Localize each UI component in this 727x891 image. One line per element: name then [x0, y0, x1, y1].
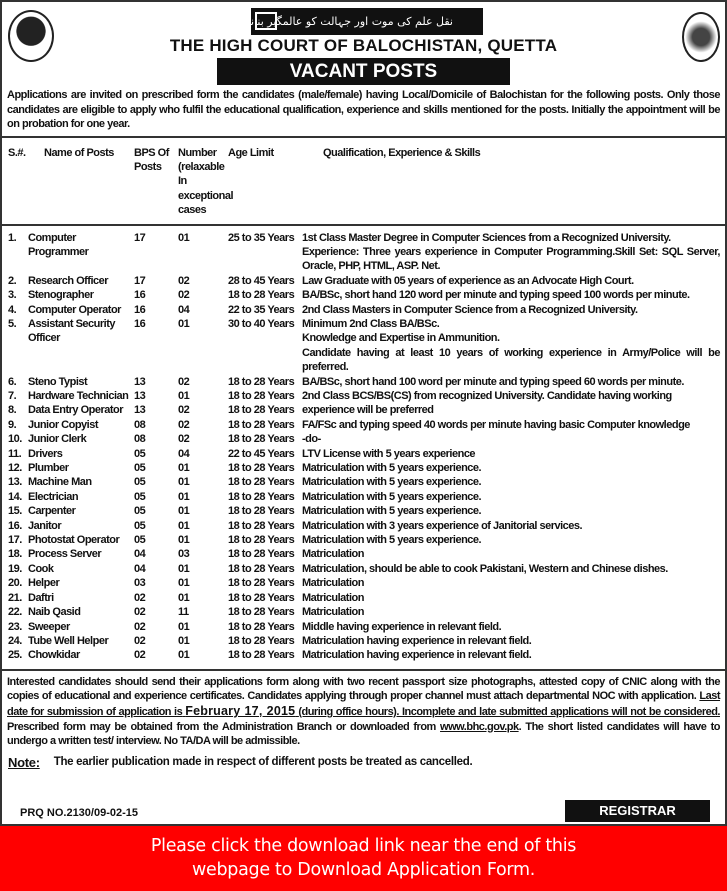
- qualification-line: Law Graduate with 05 years of experience as an Advocate High Court.: [302, 274, 634, 287]
- post-age-limit: 22 to 35 Years: [228, 303, 295, 316]
- table-row: [2, 475, 725, 489]
- post-count: 01: [178, 505, 190, 518]
- post-qualification: [302, 475, 720, 489]
- post-name: Naib Qasid: [28, 606, 81, 619]
- note-text: The earlier publication made in respect of different posts be treated as cancelled.: [53, 755, 473, 768]
- header: [2, 2, 725, 86]
- post-age-limit: 30 to 40 Years: [228, 317, 295, 330]
- post-bps: 02: [134, 606, 146, 619]
- post-age-limit: 18 to 28 Years: [228, 490, 295, 503]
- intro-text: Applications are invited on prescribed form the candidates (male/female) having Local/Domicile of Balochistan for the following posts. Only those candidates are eligible to apply who fulfil the educational qualification, experience and skills mentioned for the posts. Initially the appointment will be on probation for one year.: [2, 86, 725, 138]
- post-qualification: [302, 447, 720, 461]
- qualification-line: Matriculation with 3 years experience of Janitorial services.: [302, 519, 583, 532]
- qualification-line: Minimum 2nd Class BA/BSc.: [302, 317, 440, 330]
- qualification-line: Candidate having at least 10 years of working experience in Army/Police will be preferred.: [302, 346, 720, 374]
- post-qualification: [302, 432, 720, 446]
- post-age-limit: 18 to 28 Years: [228, 505, 295, 518]
- post-count: 11: [178, 606, 189, 619]
- post-name: Chowkidar: [28, 649, 80, 662]
- post-age-limit: 18 to 28 Years: [228, 476, 295, 489]
- post-qualification: [302, 274, 720, 288]
- post-qualification: [302, 231, 720, 274]
- website-link[interactable]: www.bhc.gov.pk: [440, 720, 519, 733]
- post-count: 01: [178, 317, 190, 330]
- post-count: 01: [178, 390, 190, 402]
- post-bps: 05: [134, 490, 146, 503]
- post-count: 02: [178, 274, 190, 287]
- post-count: 01: [178, 231, 190, 244]
- table-row: [2, 418, 725, 432]
- post-bps: 08: [134, 418, 146, 431]
- instructions-text: Interested candidates should send their applications form along with two recent passport size photographs, attested copy of CNIC along with the copies of educational and experience certificates. Candidates applying through proper channel must attach departmental NOC with application.: [7, 675, 720, 703]
- prq-number: PRQ NO.2130/09-02-15: [20, 806, 139, 819]
- post-qualification: [302, 288, 720, 302]
- post-name: Daftri: [28, 591, 54, 604]
- post-name: Plumber: [28, 462, 69, 475]
- row-sn: 21.: [8, 591, 22, 604]
- post-qualification: [302, 389, 720, 403]
- row-sn: 22.: [8, 606, 22, 619]
- post-name: Tube Well Helper: [28, 634, 109, 647]
- post-bps: 03: [134, 577, 146, 590]
- post-age-limit: 18 to 28 Years: [228, 462, 295, 475]
- post-count: 03: [178, 548, 190, 561]
- row-sn: 25.: [8, 649, 22, 662]
- post-bps: 04: [134, 548, 146, 561]
- post-qualification: [302, 533, 720, 547]
- post-age-limit: 18 to 28 Years: [228, 620, 295, 633]
- post-count: 01: [178, 577, 190, 590]
- post-age-limit: 22 to 45 Years: [228, 447, 295, 460]
- table-row: [2, 375, 725, 389]
- table-row: [2, 447, 725, 461]
- post-qualification: [302, 519, 720, 533]
- shortlist-text: . The short listed candidates will have to undergo a written test/ interview. No TA/DA will be admissible.: [7, 720, 720, 748]
- qualification-line: experience will be preferred: [302, 404, 434, 417]
- qualification-line: -do-: [302, 433, 321, 446]
- post-bps: 16: [134, 317, 146, 330]
- post-bps: 02: [134, 591, 146, 604]
- urdu-motto: [188, 8, 483, 35]
- post-bps: 05: [134, 505, 146, 518]
- row-sn: 20.: [8, 577, 22, 590]
- qualification-line: 2nd Class BCS/BS(CS) from recognized University. Candidate having working: [302, 390, 672, 402]
- qualification-line: Matriculation with 5 years experience.: [302, 462, 482, 475]
- post-name: Electrician: [28, 490, 79, 503]
- last-date-post: (during office hours). Incomplete and late submitted applications will not be considered.: [298, 705, 720, 718]
- qualification-line: Matriculation having experience in relevant field.: [302, 634, 532, 647]
- post-qualification: [302, 648, 720, 662]
- qualification-line: 1st Class Master Degree in Computer Sciences from a Recognized University.: [302, 231, 671, 244]
- post-age-limit: 18 to 28 Years: [228, 577, 295, 590]
- signature-area: [2, 770, 725, 824]
- table-row: [2, 288, 725, 302]
- row-sn: 24.: [8, 634, 22, 647]
- row-sn: 4.: [8, 303, 17, 316]
- qualification-line: Matriculation: [302, 591, 364, 604]
- post-age-limit: 18 to 28 Years: [228, 289, 295, 302]
- row-sn: 1.: [8, 231, 17, 244]
- col-header-sn: S.#.: [8, 146, 26, 159]
- post-name: Stenographer: [28, 289, 94, 302]
- row-sn: 12.: [8, 462, 22, 475]
- posts-table: [2, 226, 725, 671]
- post-bps: 02: [134, 620, 146, 633]
- qualification-line: Matriculation having experience in relevant field.: [302, 649, 532, 662]
- post-name: Sweeper: [28, 620, 70, 633]
- post-qualification: [302, 504, 720, 518]
- row-sn: 3.: [8, 289, 17, 302]
- table-row: [2, 576, 725, 590]
- qualification-line: Matriculation with 5 years experience.: [302, 505, 482, 518]
- post-count: 01: [178, 649, 190, 662]
- qualification-line: BA/BSc, short hand 120 word per minute and typing speed 100 words per minute.: [302, 289, 690, 302]
- post-count: 01: [178, 591, 190, 604]
- col-header-age: Age Limit: [228, 146, 274, 159]
- qualification-line: Matriculation with 5 years experience.: [302, 476, 482, 489]
- post-name: Process Server: [28, 548, 102, 561]
- note: [2, 749, 725, 770]
- table-row: [2, 562, 725, 576]
- last-date-pre: Last date for submission of application is: [7, 690, 721, 718]
- table-row: [2, 317, 725, 375]
- qualification-line: Middle having experience in relevant field.: [302, 620, 502, 633]
- post-count: 01: [178, 462, 190, 475]
- col-header-bps: BPS Of Posts: [134, 146, 169, 173]
- table-row: [2, 605, 725, 619]
- post-name: Computer Operator: [28, 303, 121, 316]
- post-count: 02: [178, 289, 190, 302]
- post-name: Research Officer: [28, 274, 109, 287]
- post-age-limit: 18 to 28 Years: [228, 562, 295, 575]
- post-qualification: [302, 375, 720, 389]
- table-row: [2, 620, 725, 634]
- table-row: [2, 634, 725, 648]
- post-qualification: [302, 403, 720, 417]
- col-header-qualification: Qualification, Experience & Skills: [323, 146, 481, 159]
- motto-text: نقل علم کی موت اور جہالت کو عالمگیر بنانے کا باعث ہے: [188, 15, 453, 28]
- post-name: Drivers: [28, 447, 63, 460]
- post-name: Carpenter: [28, 505, 76, 518]
- row-sn: 23.: [8, 620, 22, 633]
- post-bps: 16: [134, 289, 146, 302]
- post-qualification: [302, 620, 720, 634]
- registrar-signature: REGISTRAR: [565, 800, 710, 822]
- post-bps: 05: [134, 462, 146, 475]
- deadline-date: February 17, 2015: [185, 703, 296, 718]
- post-name: Junior Clerk: [28, 433, 87, 446]
- post-count: 01: [178, 476, 190, 489]
- qualification-line: Matriculation with 5 years experience.: [302, 534, 482, 547]
- table-row: [2, 490, 725, 504]
- row-sn: 18.: [8, 548, 22, 561]
- col-header-name: Name of Posts: [44, 146, 114, 159]
- post-qualification: [302, 461, 720, 475]
- post-qualification: [302, 418, 720, 432]
- post-age-limit: 18 to 28 Years: [228, 375, 295, 388]
- post-age-limit: 18 to 28 Years: [228, 634, 295, 647]
- post-count: 01: [178, 519, 190, 532]
- post-bps: 05: [134, 534, 146, 547]
- post-age-limit: 18 to 28 Years: [228, 519, 295, 532]
- table-row: [2, 303, 725, 317]
- post-qualification: [302, 605, 720, 619]
- table-row: [2, 403, 725, 417]
- download-banner[interactable]: [0, 826, 727, 891]
- post-count: 02: [178, 375, 190, 388]
- post-name: Computer Programmer: [28, 231, 89, 258]
- post-age-limit: 18 to 28 Years: [228, 418, 295, 431]
- post-bps: 13: [134, 390, 146, 402]
- row-sn: 11.: [8, 447, 22, 460]
- post-name: Hardware Technician: [28, 390, 129, 402]
- post-count: 01: [178, 490, 190, 503]
- post-name: Helper: [28, 577, 60, 590]
- qualification-line: Matriculation: [302, 548, 364, 561]
- post-bps: 04: [134, 562, 146, 575]
- post-qualification: [302, 303, 720, 317]
- post-age-limit: 18 to 28 Years: [228, 548, 295, 561]
- post-count: 01: [178, 534, 190, 547]
- qualification-line: Matriculation: [302, 606, 364, 619]
- post-name: Cook: [28, 562, 54, 575]
- post-age-limit: 18 to 28 Years: [228, 534, 295, 547]
- row-sn: 2.: [8, 274, 17, 287]
- table-row: [2, 504, 725, 518]
- post-bps: 13: [134, 404, 146, 417]
- table-row: [2, 432, 725, 446]
- form-text: Prescribed form may be obtained from the Administration Branch or downloaded from: [7, 720, 436, 733]
- qualification-line: Experience: Three years experience in Computer Programming.Skill Set: SQL Server, Oracle, PHP, HTML, ASP. Net.: [302, 245, 720, 273]
- post-bps: 02: [134, 634, 146, 647]
- table-row: [2, 231, 725, 274]
- post-bps: 02: [134, 649, 146, 662]
- post-qualification: [302, 490, 720, 504]
- row-sn: 19.: [8, 562, 22, 575]
- post-name: Machine Man: [28, 476, 92, 489]
- post-qualification: [302, 634, 720, 648]
- post-count: 04: [178, 303, 190, 316]
- table-row: [2, 389, 725, 403]
- row-sn: 6.: [8, 375, 17, 388]
- qualification-line: FA/FSc and typing speed 40 words per minute having basic Computer knowledge: [302, 418, 690, 431]
- post-count: 01: [178, 634, 190, 647]
- post-bps: 16: [134, 303, 146, 316]
- qualification-line: Knowledge and Expertise in Ammunition.: [302, 332, 500, 345]
- row-sn: 15.: [8, 505, 22, 518]
- row-sn: 5.: [8, 317, 17, 330]
- row-sn: 8.: [8, 404, 17, 417]
- post-count: 01: [178, 562, 190, 575]
- col-header-number: Number (relaxable In exceptional cases: [178, 146, 234, 217]
- post-age-limit: 18 to 28 Years: [228, 649, 295, 662]
- post-age-limit: 28 to 45 Years: [228, 274, 295, 287]
- table-row: [2, 274, 725, 288]
- post-name: Janitor: [28, 519, 62, 532]
- row-sn: 10.: [8, 433, 22, 446]
- qualification-line: LTV License with 5 years experience: [302, 447, 476, 460]
- banner-line-1: Please click the download link near the end of this: [150, 835, 577, 856]
- post-bps: 17: [134, 274, 146, 287]
- table-row: [2, 648, 725, 662]
- table-header: [2, 138, 725, 226]
- post-count: 04: [178, 447, 190, 460]
- post-bps: 08: [134, 433, 146, 446]
- banner-line-2: webpage to Download Application Form.: [191, 859, 536, 880]
- post-bps: 05: [134, 476, 146, 489]
- row-sn: 13.: [8, 476, 22, 489]
- post-count: 02: [178, 433, 190, 446]
- row-sn: 16.: [8, 519, 22, 532]
- book-icon: [255, 12, 277, 30]
- post-count: 02: [178, 418, 190, 431]
- post-bps: 13: [134, 375, 146, 388]
- post-qualification: [302, 317, 720, 375]
- post-qualification: [302, 591, 720, 605]
- qualification-line: 2nd Class Masters in Computer Science from a Recognized University.: [302, 303, 638, 316]
- post-name: Data Entry Operator: [28, 404, 124, 417]
- post-age-limit: 25 to 35 Years: [228, 231, 295, 244]
- post-qualification: [302, 562, 720, 576]
- row-sn: 14.: [8, 490, 22, 503]
- post-age-limit: 18 to 28 Years: [228, 433, 295, 446]
- post-name: Junior Copyist: [28, 418, 99, 431]
- page-title: VACANT POSTS: [217, 58, 510, 85]
- post-age-limit: 18 to 28 Years: [228, 404, 295, 417]
- post-age-limit: 18 to 28 Years: [228, 591, 295, 604]
- row-sn: 7.: [8, 390, 17, 402]
- table-row: [2, 591, 725, 605]
- post-name: Steno Typist: [28, 375, 88, 388]
- table-row: [2, 547, 725, 561]
- instructions: [2, 671, 725, 749]
- post-qualification: [302, 547, 720, 561]
- qualification-line: BA/BSc, short hand 100 word per minute and typing speed 60 words per minute.: [302, 375, 684, 388]
- post-qualification: [302, 576, 720, 590]
- table-row: [2, 461, 725, 475]
- post-count: 01: [178, 620, 190, 633]
- post-count: 02: [178, 404, 190, 417]
- table-row: [2, 519, 725, 533]
- row-sn: 17.: [8, 534, 22, 547]
- post-bps: 05: [134, 447, 146, 460]
- table-row: [2, 533, 725, 547]
- note-label: Note:: [8, 754, 40, 770]
- qualification-line: Matriculation, should be able to cook Pakistani, Western and Chinese dishes.: [302, 562, 668, 575]
- row-sn: 9.: [8, 418, 17, 431]
- qualification-line: Matriculation: [302, 577, 364, 590]
- post-name: Photostat Operator: [28, 534, 120, 547]
- post-age-limit: 18 to 28 Years: [228, 390, 295, 402]
- post-age-limit: 18 to 28 Years: [228, 606, 295, 619]
- post-bps: 17: [134, 231, 146, 244]
- court-name: THE HIGH COURT OF BALOCHISTAN, QUETTA: [169, 36, 558, 55]
- post-bps: 05: [134, 519, 146, 532]
- qualification-line: Matriculation with 5 years experience.: [302, 490, 482, 503]
- post-name: Assistant Security Officer: [28, 317, 115, 345]
